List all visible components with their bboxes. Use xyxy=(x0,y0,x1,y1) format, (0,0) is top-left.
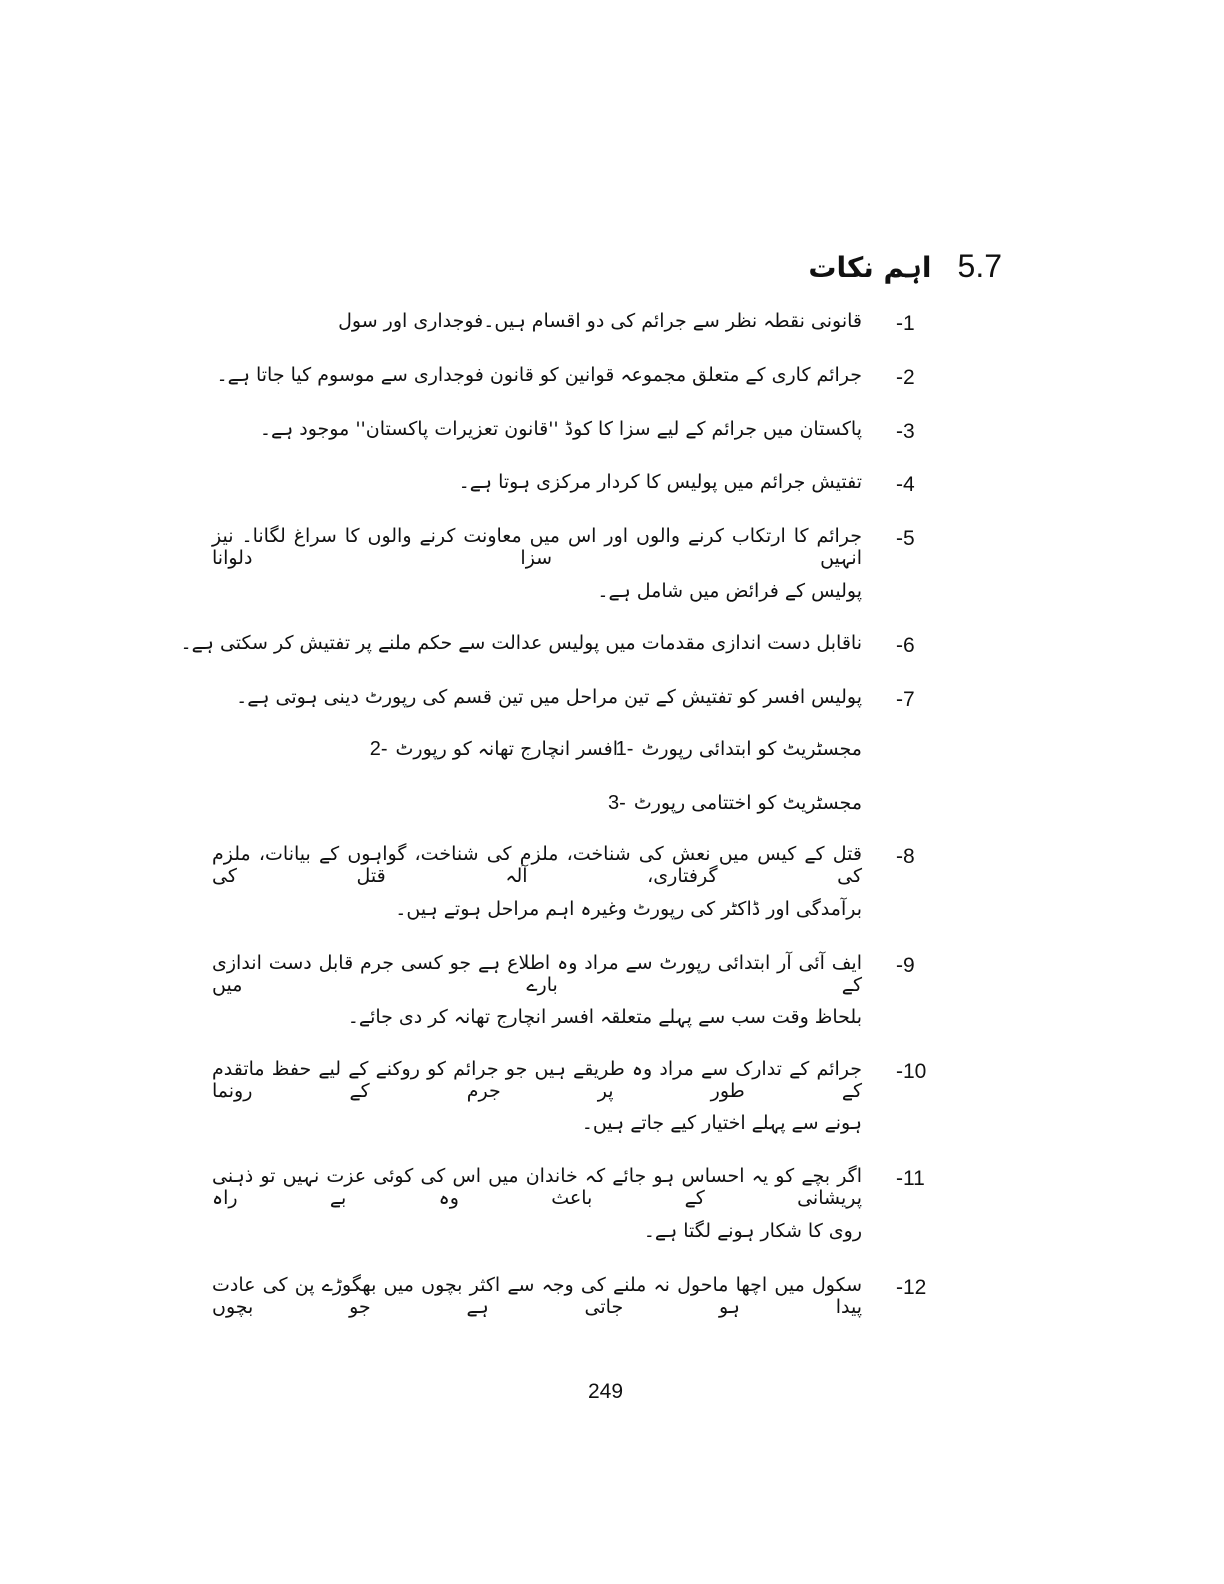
item-number: -4 xyxy=(896,473,915,496)
item-text-line: ناقابل دست اندازی مقدمات میں پولیس عدالت سے حکم ملنے پر تفتیش کر سکتی ہے۔ xyxy=(180,632,862,654)
item-text-line: تفتیش جرائم میں پولیس کا کردار مرکزی ہوتا ہے۔ xyxy=(458,471,862,493)
item-text-line: بلحاظ وقت سب سے پہلے متعلقہ افسر انچارج تھانہ کر دی جائے۔ xyxy=(347,1006,862,1028)
item-number: -12 xyxy=(896,1276,927,1299)
item-text-line: ہونے سے پہلے اختیار کیے جاتے ہیں۔ xyxy=(581,1112,862,1134)
page-number: 249 xyxy=(588,1380,624,1403)
item-text-line: جرائم کاری کے متعلق مجموعہ قوانین کو قانون فوجداری سے موسوم کیا جاتا ہے۔ xyxy=(216,364,862,386)
item-text-line: ایف آئی آر ابتدائی رپورٹ سے مراد وہ اطلاع ہے جو کسی جرم قابل دست اندازی کے بارے میں xyxy=(212,952,862,996)
item-text-line: پولیس افسر کو تفتیش کے تین مراحل میں تین قسم کی رپورٹ دینی ہوتی ہے۔ xyxy=(236,686,862,708)
item-number: -1 xyxy=(896,312,915,335)
item-number: -11 xyxy=(896,1167,925,1190)
item-number: -2 xyxy=(896,366,915,389)
section-heading xyxy=(808,248,1002,285)
item-number: -6 xyxy=(896,634,915,657)
item-text-line: اگر بچے کو یہ احساس ہو جائے کہ خاندان میں اس کی کوئی عزت نہیں تو ذہنی پریشانی کے باعث وہ بے راہ xyxy=(212,1165,862,1209)
item-number: -5 xyxy=(896,527,915,550)
section-number: 5.7 xyxy=(957,248,1002,284)
item-text-line: برآمدگی اور ڈاکٹر کی رپورٹ وغیرہ اہم مراحل ہوتے ہیں۔ xyxy=(395,898,862,920)
sub-item xyxy=(370,738,618,761)
item-number: -3 xyxy=(896,420,915,443)
item-text-line: جرائم کا ارتکاب کرنے والوں اور اس میں معاونت کرنے والوں کا سراغ لگانا۔ نیز انہیں سزا دلوانا xyxy=(212,525,862,569)
item-text-line: قتل کے کیس میں نعش کی شناخت، ملزم کی شناخت، گواہوں کے بیانات، ملزم کی گرفتاری، آلہ قتل کی xyxy=(212,843,862,887)
section-title: اہم نکات xyxy=(808,251,932,284)
item-text-line: پولیس کے فرائض میں شامل ہے۔ xyxy=(597,580,862,602)
item-number: -8 xyxy=(896,845,915,868)
item-text-line: جرائم کے تدارک سے مراد وہ طریقے ہیں جو جرائم کو روکنے کے لیے حفظ ماتقدم کے طور پر جرم کے رونما xyxy=(212,1058,862,1102)
item-text-line: پاکستان میں جرائم کے لیے سزا کا کوڈ ''قانون تعزیرات پاکستان'' موجود ہے۔ xyxy=(259,418,862,440)
sub-item-text: افسر انچارج تھانہ کو رپورٹ xyxy=(395,738,618,760)
sub-item-number: 2- xyxy=(369,738,388,760)
item-number: -7 xyxy=(896,688,915,711)
item-text-line: سکول میں اچھا ماحول نہ ملنے کی وجہ سے اکثر بچوں میں بھگوڑے پن کی عادت پیدا ہو جاتی ہے جو بچوں xyxy=(212,1274,862,1318)
item-text-line: روی کا شکار ہونے لگتا ہے۔ xyxy=(643,1220,862,1242)
sub-item-text: مجسٹریٹ کو ابتدائی رپورٹ xyxy=(641,738,862,760)
sub-item-number: 1- xyxy=(615,738,634,760)
sub-item xyxy=(616,738,862,761)
sub-item-text: مجسٹریٹ کو اختتامی رپورٹ xyxy=(633,792,862,814)
sub-item-number: 3- xyxy=(608,792,626,814)
item-number: -9 xyxy=(896,954,915,977)
sub-item xyxy=(608,792,862,815)
item-text-line: قانونی نقطہ نظر سے جرائم کی دو اقسام ہیں۔فوجداری اور سول xyxy=(338,310,862,332)
item-number: -10 xyxy=(896,1060,927,1083)
